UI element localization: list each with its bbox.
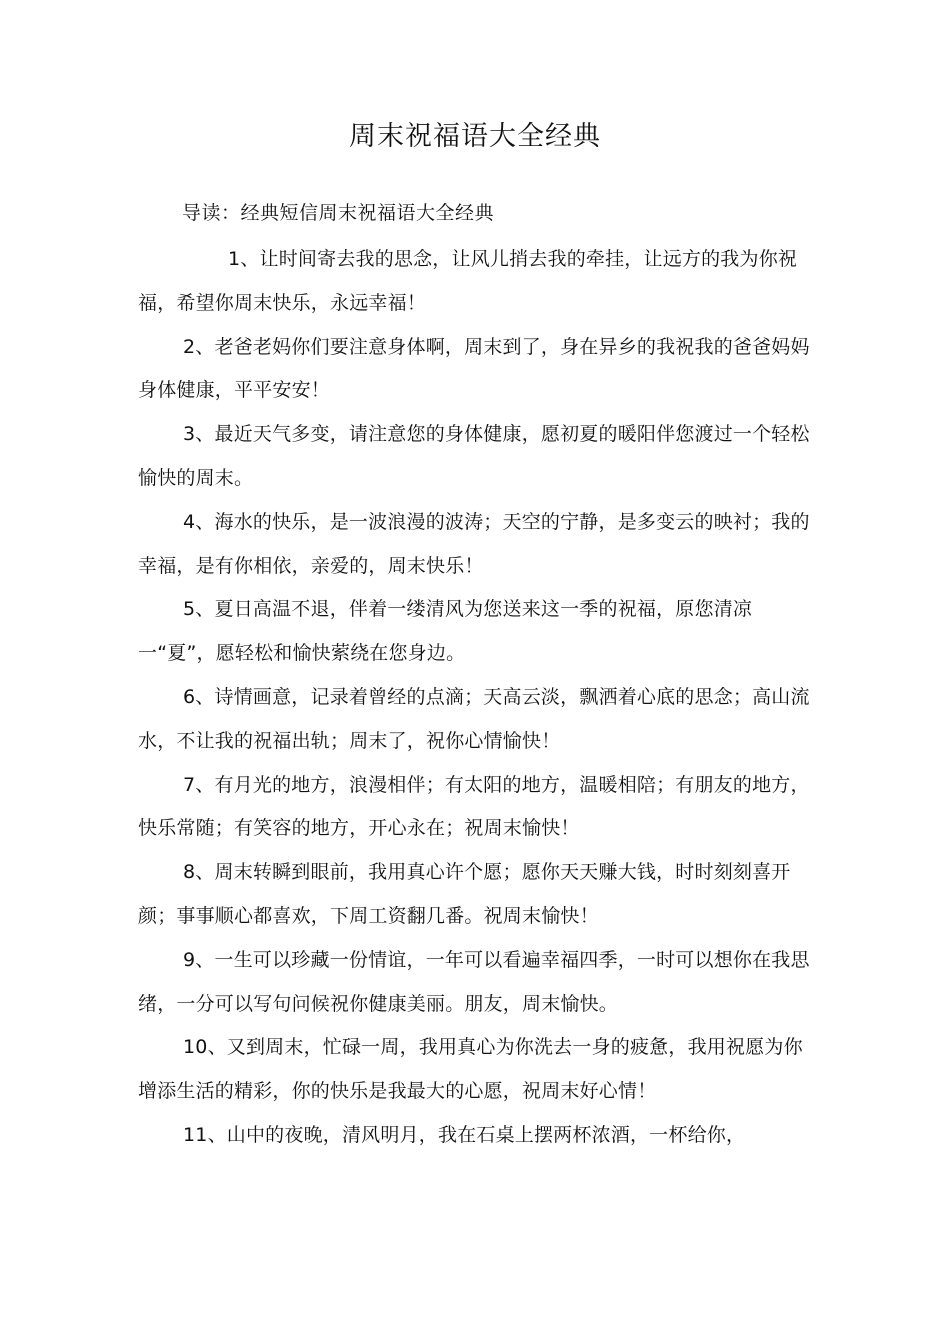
page-title: 周末祝福语大全经典 bbox=[349, 121, 601, 152]
paragraph: 8、周末转瞬到眼前，我用真心许个愿；愿你天天赚大钱，时时刻刻喜开颜；事事顺心都喜欢，下周工资翻几番。祝周末愉快！ bbox=[138, 861, 791, 927]
paragraph: 4、海水的快乐，是一波浪漫的波涛；天空的宁静，是多变云的映衬；我的幸福，是有你相依，亲爱的，周末快乐！ bbox=[138, 510, 810, 577]
paragraph: 2、老爸老妈你们要注意身体啊，周末到了，身在异乡的我祝我的爸爸妈妈身体健康，平平安安！ bbox=[138, 335, 810, 402]
paragraph: 11、山中的夜晚，清风明月，我在石桌上摆两杯浓酒，一杯给你， bbox=[183, 1123, 746, 1146]
paragraph: 1、让时间寄去我的思念，让风儿捎去我的牵挂，让远方的我为你祝福，希望你周末快乐，永远幸福！ bbox=[138, 248, 798, 314]
paragraph: 10、又到周末，忙碌一周，我用真心为你洗去一身的疲惫，我用祝愿为你增添生活的精彩，你的快乐是我最大的心愿，祝周末好心情！ bbox=[138, 1036, 803, 1103]
paragraph: 5、夏日高温不退，伴着一缕清风为您送来这一季的祝福，原您清凉一“夏”，愿轻松和愉快萦绕在您身边。 bbox=[138, 598, 753, 665]
document-body bbox=[138, 238, 818, 1158]
paragraph: 7、有月光的地方，浪漫相伴；有太阳的地方，温暖相陪；有朋友的地方，快乐常随；有笑容的地方，开心永在；祝周末愉快！ bbox=[138, 773, 810, 840]
paragraph: 3、最近天气多变，请注意您的身体健康，愿初夏的暖阳伴您渡过一个轻松愉快的周末。 bbox=[138, 423, 810, 489]
paragraph: 9、一生可以珍藏一份情谊，一年可以看遍幸福四季，一时可以想你在我思绪，一分可以写句问候祝你健康美丽。朋友，周末愉快。 bbox=[138, 948, 810, 1015]
intro-line: 导读：经典短信周末祝福语大全经典 bbox=[182, 202, 495, 224]
paragraph: 6、诗情画意，记录着曾经的点滴；天高云淡，飘洒着心底的思念；高山流水，不让我的祝福出轨；周末了，祝你心情愉快！ bbox=[138, 685, 810, 752]
